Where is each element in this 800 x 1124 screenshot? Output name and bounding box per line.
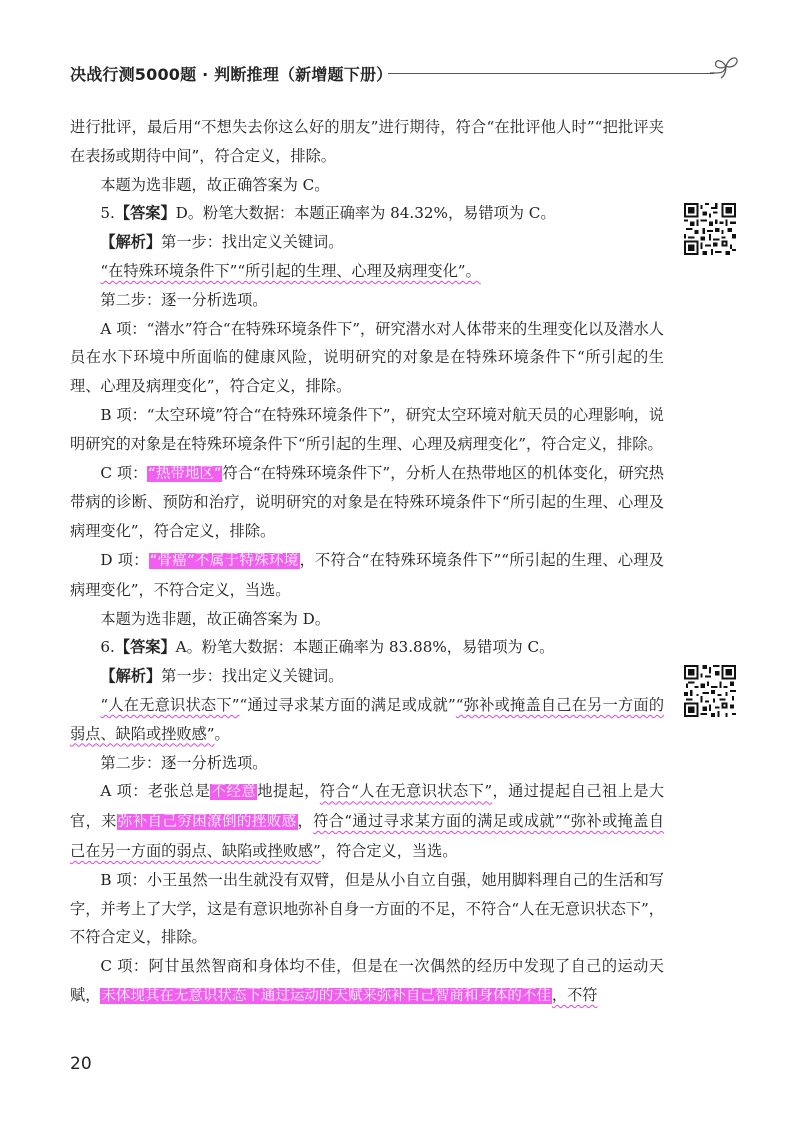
answer-text: A。粉笔大数据：本题正确率为 83.88%，易错项为 C。 [175,638,555,657]
explanation-body [70,113,664,1011]
question-number: 6. [100,638,115,657]
option-text: ，通过提起自己祖上是大官，来 [70,782,665,831]
answer-tag: 【答案】 [114,638,176,657]
keyword-underlined: “弥补或掩盖自己在另一方面的弱点、缺陷或挫败感” [70,695,665,743]
underlined-text: 符合“人在无意识状态下” [319,782,493,801]
option-text: ，符合定义，当选。 [320,841,458,860]
keywords-underlined: “在特殊环境条件下”“所引起的生理、心理及病理变化”。 [100,261,481,280]
option-text: ，不符合定义，当选。 [138,580,291,599]
header-rule [388,73,714,74]
highlight: “骨癌”不属于特殊环境 [149,552,299,569]
header-title: 决战行测5000题 · 判断推理（新增题下册） [70,65,393,84]
qr-code-icon[interactable] [684,203,736,255]
option-text: A 项：老张总是 [100,782,211,801]
paragraph: 进行批评，最后用“不想失去你这么好的朋友”进行期待，符合“在批评他人时”“把批评夹在表扬或期待中间”，符合定义，排除。 [70,118,664,165]
option-a: A 项：“潜水”符合“在特殊环境条件下”，研究潜水对人体带来的生理变化以及潜水人员在水下环境中所面临的健康风险，说明研究的对象是在特殊环境条件下“所引起的生理、心理及病理变化”，符合定义，排除。 [70,319,664,396]
analysis-tag: 【解析】 [100,233,162,252]
option-label: C 项： [100,463,148,482]
option-text: C 项：阿甘虽然智商和身体均不佳，但是在一次偶然的经历中发现了自己的运动天赋， [70,957,664,1004]
option-b: B 项：小王虽然一出生就没有双臂，但是从小自立自强，她用脚料理自己的生活和写字，并考上了大学，这是有意识地弥补自身一方面的不足，不符合“人在无意识状态下”，不符合定义，排除。 [70,870,664,947]
option-c [70,952,664,1011]
underlined-text: 符合“通过寻求某方面的满足或成就”“弥补或掩盖自己在另一方面的弱点、缺陷或挫败感” [70,812,665,860]
keyword: “通过寻求某方面的满足或成就” [239,695,456,714]
highlight: “热带地区” [148,465,222,482]
option-text: 地提起， [257,782,320,801]
analysis-line [70,662,664,691]
paragraph: 本题为选非题，故正确答案为 D。 [100,609,331,628]
qr-code-icon[interactable] [684,665,736,717]
option-c [70,459,664,546]
punctuation: 。 [214,724,230,743]
underlined-text: ，不符 [551,985,598,1004]
question-number: 5. [100,204,115,223]
running-header [70,62,742,92]
answer-tag: 【答案】 [114,204,176,223]
option-text: ，不符合“在特殊环境条件下”“所引起的生理、 [299,550,618,569]
keywords-line [70,691,664,749]
analysis-text: 第一步：找出定义关键词。 [161,233,344,252]
analysis-text: 第一步：找出定义关键词。 [161,667,344,686]
option-d [70,546,664,605]
highlight: 未体现其在无意识状态下通过运动的天赋来弥补自己智商和身体的不佳 [101,987,551,1004]
punctuation: ， [297,812,314,831]
paragraph: 第二步：逐一分析选项。 [100,753,268,772]
keyword-underlined: “人在无意识状态下” [100,695,240,714]
question-5-answer [70,199,664,228]
option-a [70,777,664,865]
highlight: 不经意 [211,784,257,801]
page-number: 20 [70,1054,92,1074]
sprout-icon [706,52,742,82]
paragraph: 本题为选非题，故正确答案为 C。 [100,175,330,194]
option-b: B 项：“太空环境”符合“在特殊环境条件下”，研究太空环境对航天员的心理影响，说明研究的对象是在特殊环境条件下“所引起的生理、心理及病理变化”，符合定义，排除。 [70,405,664,453]
option-text: 心理及病理变化” [70,550,664,599]
question-6-answer [70,633,664,662]
answer-text: D。粉笔大数据：本题正确率为 84.32%，易错项为 C。 [175,204,556,223]
option-text: 符合“在特殊环境条件下”，分析人在热带地区的机体变化，研究热带病的诊断、预防和治疗，说明研究的对象是在特殊环境条件下“所引起的生理、心理及病理变化”，符合定义，排除。 [70,463,664,541]
option-label: D 项： [100,550,149,569]
keywords-line [70,257,664,286]
paragraph: 第二步：逐一分析选项。 [100,290,268,309]
analysis-tag: 【解析】 [100,667,162,686]
analysis-line [70,228,664,257]
highlight: 弥补自己穷困潦倒的挫败感 [117,814,297,831]
